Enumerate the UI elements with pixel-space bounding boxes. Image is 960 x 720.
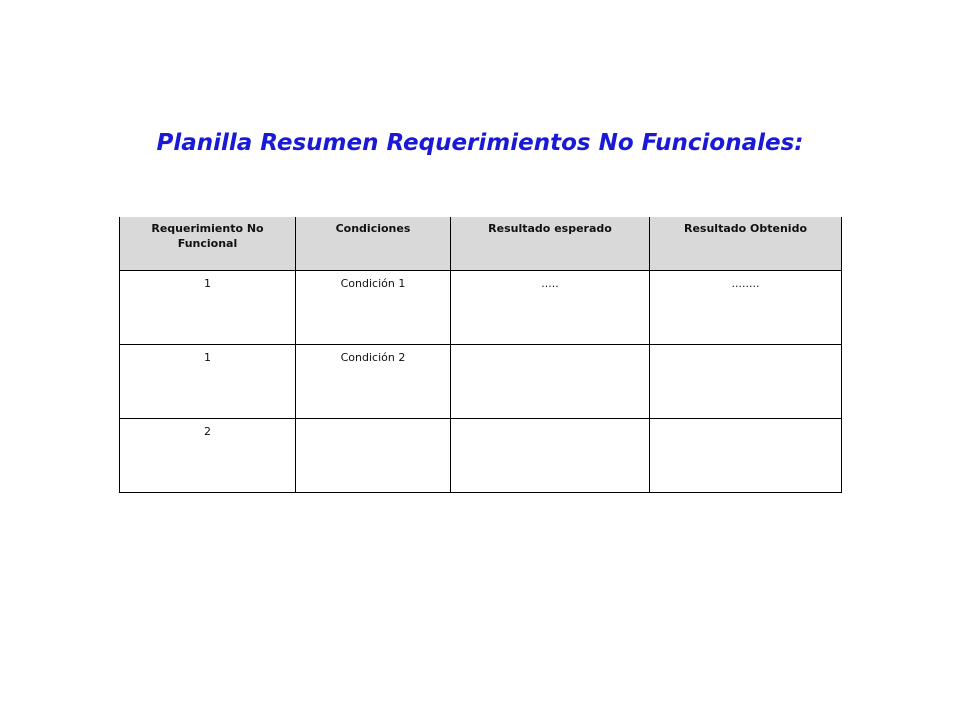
table-row [120, 344, 842, 418]
table-row [120, 418, 842, 492]
header-condiciones: Condiciones [296, 217, 451, 270]
cell-resultado-esperado [451, 344, 650, 418]
cell-condiciones: Condición 2 [296, 344, 451, 418]
cell-requerimiento: 1 [120, 270, 296, 344]
cell-resultado-obtenido: ........ [650, 270, 842, 344]
header-resultado-obtenido: Resultado Obtenido [650, 217, 842, 270]
cell-resultado-esperado [451, 418, 650, 492]
table-row [120, 270, 842, 344]
page-title: Planilla Resumen Requerimientos No Funcionales: [156, 130, 804, 156]
cell-resultado-obtenido [650, 344, 842, 418]
cell-condiciones [296, 418, 451, 492]
cell-resultado-esperado: ..... [451, 270, 650, 344]
cell-condiciones: Condición 1 [296, 270, 451, 344]
header-resultado-esperado: Resultado esperado [451, 217, 650, 270]
cell-requerimiento: 1 [120, 344, 296, 418]
header-row [120, 217, 842, 270]
cell-resultado-obtenido [650, 418, 842, 492]
summary-table [119, 217, 842, 493]
header-requerimiento: Requerimiento No Funcional [120, 217, 296, 270]
cell-requerimiento: 2 [120, 418, 296, 492]
